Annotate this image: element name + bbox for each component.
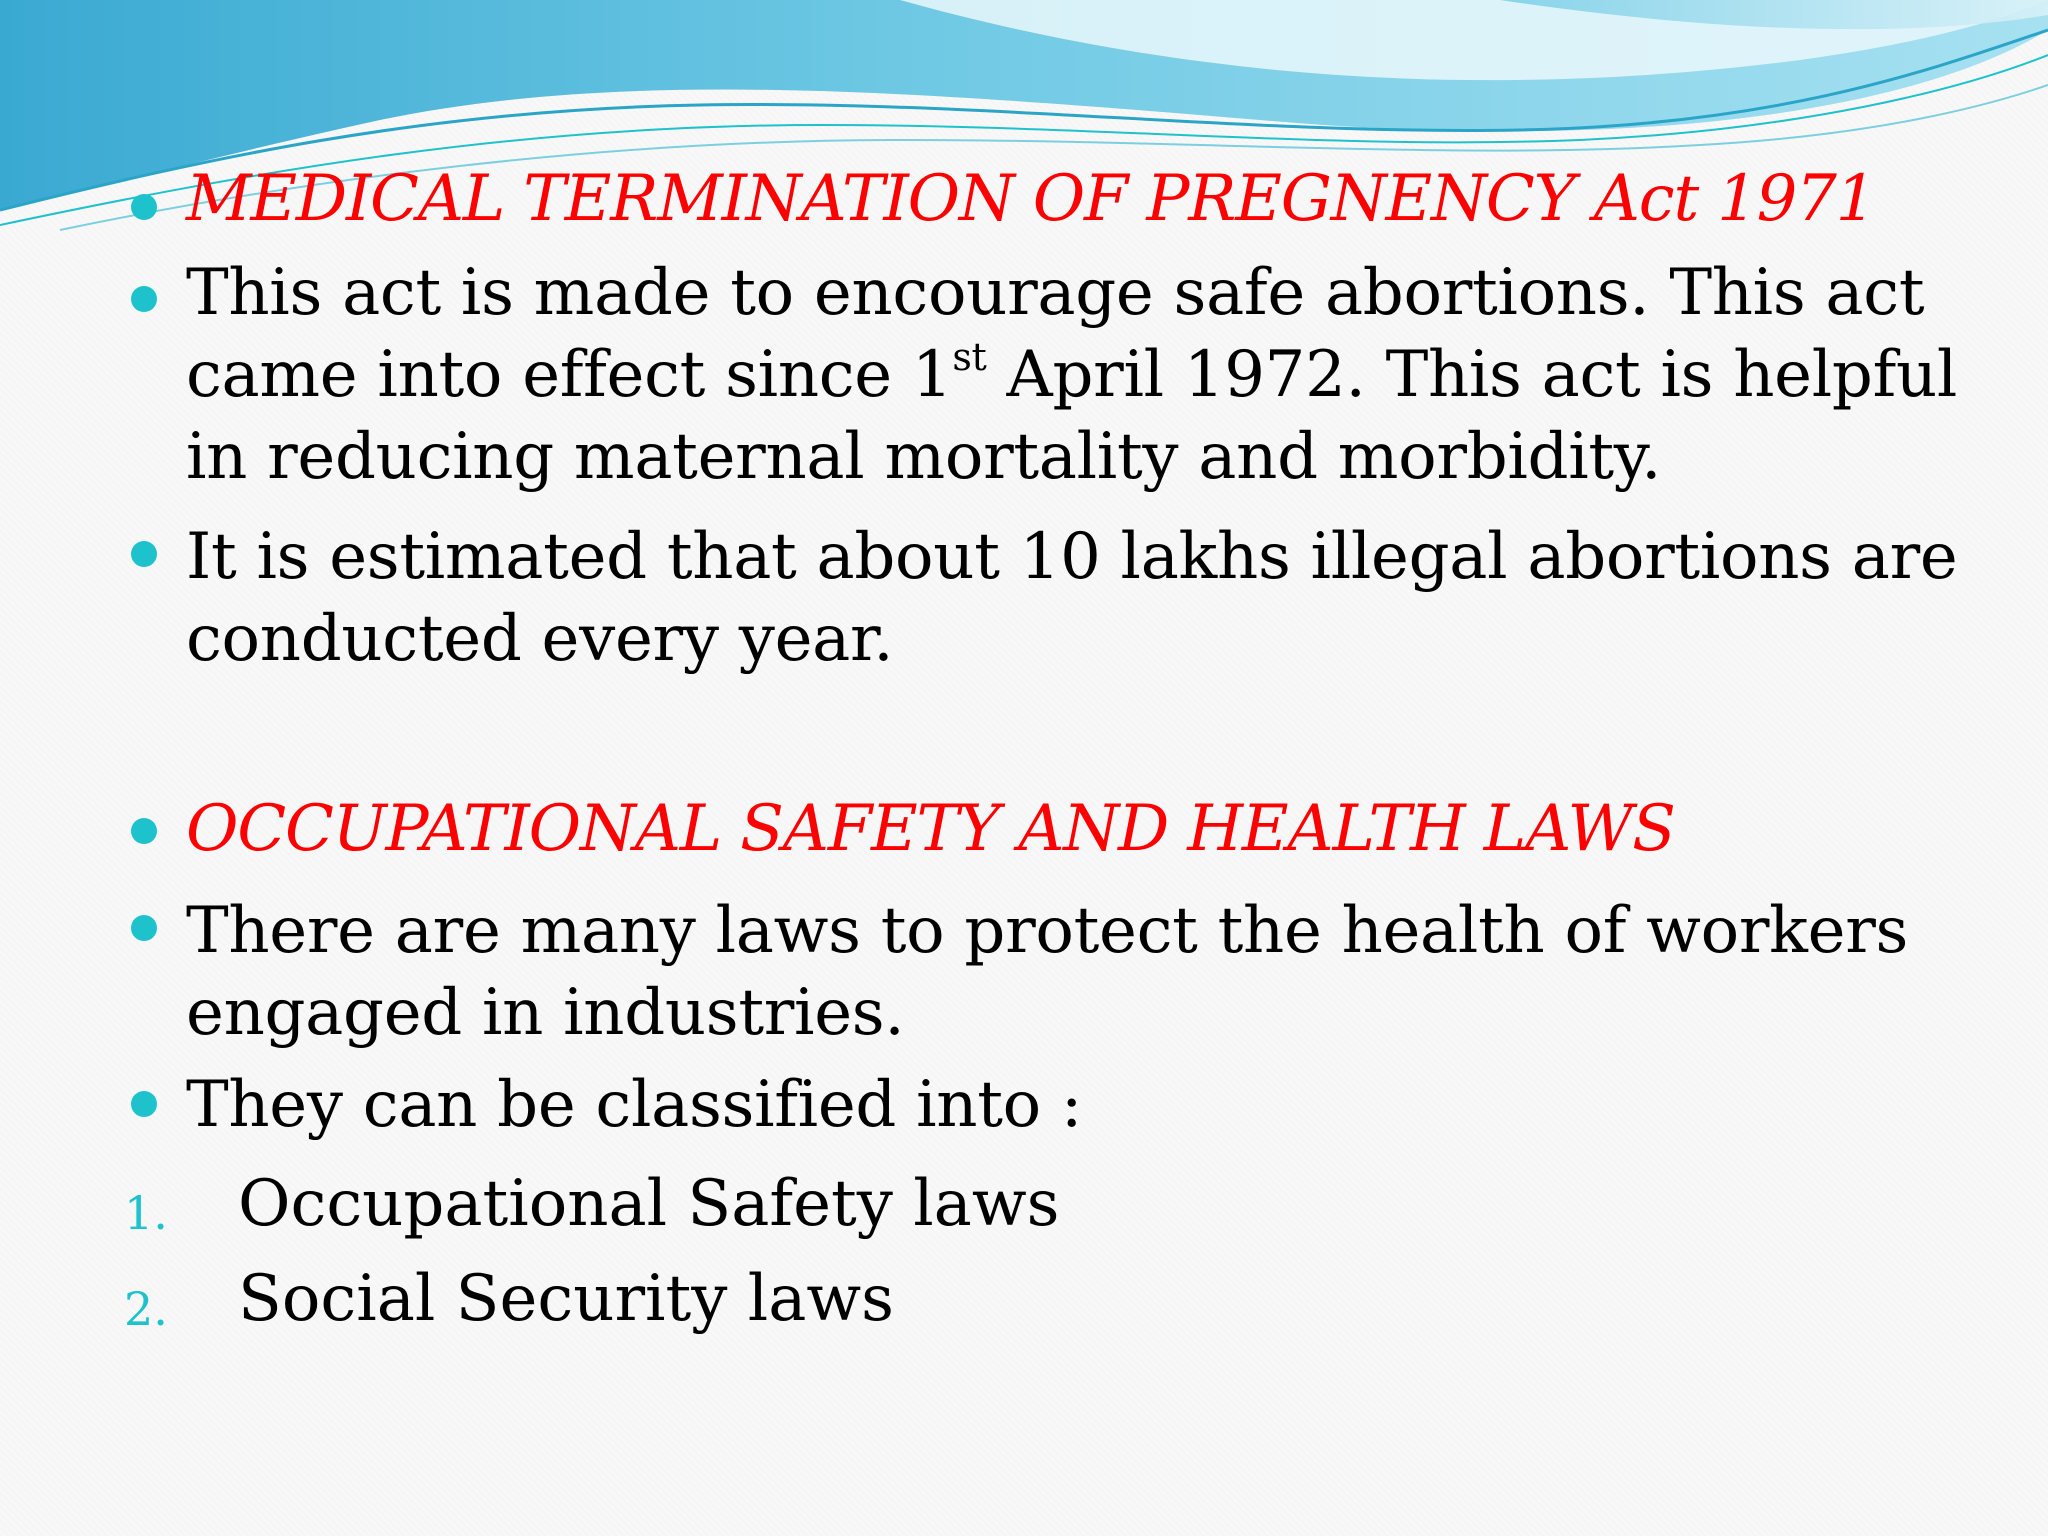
bullet-icon [131, 818, 157, 844]
classification-intro: They can be classified into : [186, 1068, 1083, 1142]
bullet-icon [131, 541, 157, 567]
mtp-act-description [186, 252, 1966, 498]
illegal-abortions-estimate: It is estimated that about 10 lakhs illegal abortions are conducted every year. [186, 520, 1958, 676]
list-number: 1. [124, 1186, 168, 1240]
mtp-act-description-part1: This act is made to encourage safe abortions. This act came into effect since 1 [186, 256, 1925, 412]
bullet-icon [131, 286, 157, 312]
list-number: 2. [124, 1282, 168, 1336]
social-security-laws: Social Security laws [238, 1262, 894, 1336]
occupational-safety-laws: Occupational Safety laws [238, 1167, 1060, 1241]
occupational-safety-heading: OCCUPATIONAL SAFETY AND HEALTH LAWS [186, 792, 1675, 866]
bullet-icon [131, 1091, 157, 1117]
mtp-act-description-part2: April 1972. This act is helpful in reducing maternal mortality and morbidity. [186, 338, 1958, 494]
mtp-act-heading: MEDICAL TERMINATION OF PREGNENCY Act 1971 [186, 162, 1876, 236]
date-superscript: st [952, 335, 987, 379]
worker-health-laws: There are many laws to protect the health of workers engaged in industries. [186, 894, 1909, 1050]
bullet-icon [131, 915, 157, 941]
bullet-icon [131, 194, 157, 220]
